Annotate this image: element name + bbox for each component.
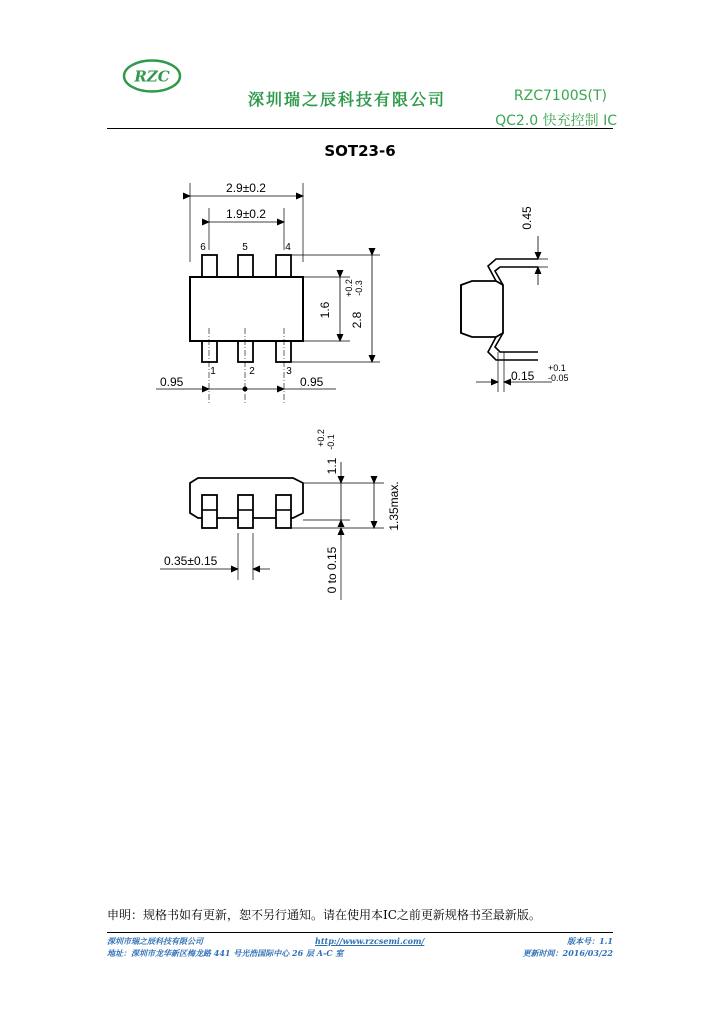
front-body-height-tol-plus: +0.2 <box>316 429 326 447</box>
part-number: RZC7100S(T) <box>513 88 607 104</box>
lead-5 <box>238 255 253 277</box>
front-body-height-tol-minus: -0.1 <box>326 434 336 450</box>
lead-1 <box>202 341 217 362</box>
disclaimer-statement: 申明：规格书如有更新，恕不另行通知。请在使用本IC之前更新规格书至最新版。 <box>107 908 541 922</box>
pin-label-2: 2 <box>249 366 255 377</box>
drawing-title: SOT23-6 <box>324 142 396 160</box>
pin-label-1: 1 <box>210 366 216 377</box>
footer-version: 版本号：1.1 <box>567 936 613 946</box>
lead-thickness-tol-minus: -0.05 <box>548 373 569 383</box>
lead-2 <box>238 341 253 362</box>
overall-height-tol-minus: -0.3 <box>354 280 364 296</box>
max-height-dimension: 1.35max. <box>387 481 401 531</box>
lead-width-dimension: 0.35±0.15 <box>164 554 218 568</box>
footer-update-time: 更新时间：2016/03/22 <box>522 948 613 958</box>
company-name: 深圳瑞之辰科技有限公司 <box>248 90 447 109</box>
overall-height-dimension: 2.8 <box>350 311 364 329</box>
overall-height-tol-plus: +0.2 <box>344 279 354 297</box>
lead-3 <box>276 341 291 362</box>
lead-thickness-tol-plus: +0.1 <box>548 363 566 373</box>
width-dimension: 2.9±0.2 <box>226 181 266 195</box>
lead-thickness-dimension: 0.15 <box>511 369 535 383</box>
pin-label-4: 4 <box>285 242 291 253</box>
body-height-dimension: 1.6 <box>318 301 332 319</box>
logo-text: RZC <box>134 67 170 86</box>
front-view <box>160 462 384 600</box>
pin-label-5: 5 <box>242 242 248 253</box>
footer-url-link[interactable]: http://www.rzcsemi.com/ <box>315 936 425 946</box>
footer-divider <box>107 932 613 933</box>
package-body <box>190 277 303 341</box>
pitch-span-dimension: 1.9±0.2 <box>226 207 266 221</box>
side-view <box>461 236 552 392</box>
pin-label-3: 3 <box>286 366 292 377</box>
pin-label-6: 6 <box>200 242 206 253</box>
lead-height-dimension: 0.45 <box>520 206 534 230</box>
pitch-left-dimension: 0.95 <box>160 375 184 389</box>
standoff-dimension: 0 to 0.15 <box>325 546 339 594</box>
lead-6 <box>202 255 217 277</box>
lead-4 <box>276 255 291 277</box>
side-view-labels <box>511 206 569 383</box>
front-body-height-dimension: 1.1 <box>325 457 339 475</box>
footer-company: 深圳市瑞之辰科技有限公司 <box>107 936 203 946</box>
footer-address: 地址：深圳市龙华新区梅龙路 441 号光浩国际中心 26 层 A-C 室 <box>107 948 344 958</box>
pitch-right-dimension: 0.95 <box>300 375 324 389</box>
product-subtitle: QC2.0 快充控制 IC <box>495 113 617 129</box>
